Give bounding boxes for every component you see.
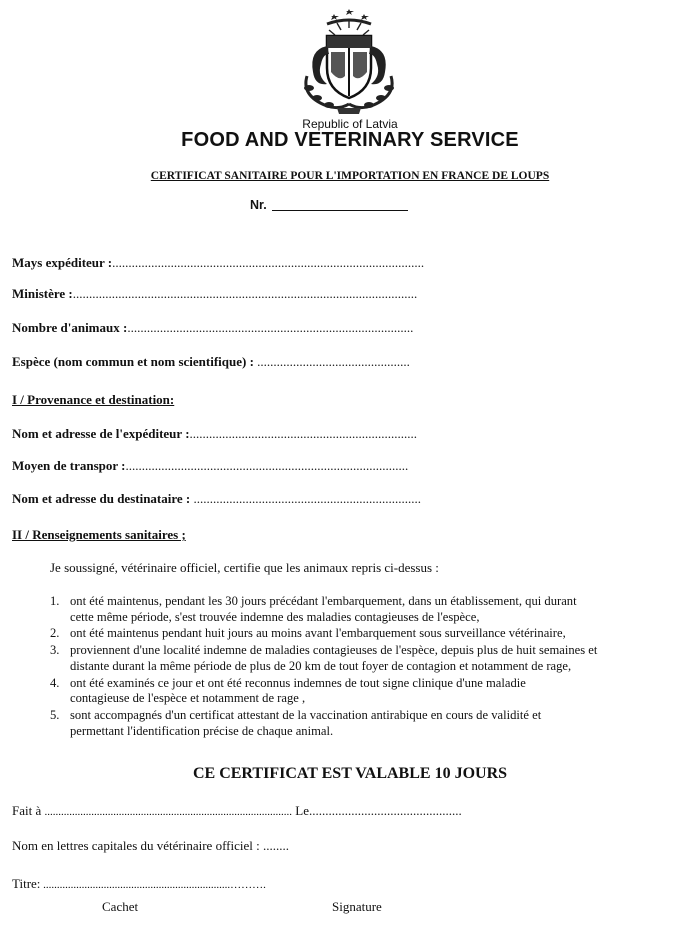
field-label: Espèce (nom commun et nom scientifique) : xyxy=(12,354,254,369)
item-number: 2. xyxy=(50,626,60,641)
field-dots: ................................................................................................ xyxy=(112,255,425,270)
item-number: 3. xyxy=(50,643,60,658)
field-dots: ...................................................................... xyxy=(190,491,422,506)
list-item xyxy=(22,643,698,674)
titre-dots: ....................................................................………. xyxy=(40,879,266,891)
item-line: proviennent d'une localité indemne de maladies contagieuses de l'espèce, depuis plus de huit semaines et xyxy=(70,643,598,658)
item-number: 5. xyxy=(50,707,60,722)
health-conditions-list xyxy=(22,594,698,739)
field-nombre-animaux xyxy=(12,320,413,336)
nom-dots: ........ xyxy=(259,838,289,853)
validity-notice: CE CERTIFICAT EST VALABLE 10 JOURS xyxy=(192,765,508,782)
nom-veterinaire-line xyxy=(12,838,289,854)
item-number: 1. xyxy=(50,594,60,608)
field-dots: ............................................... xyxy=(253,354,410,369)
signature-label: Signature xyxy=(332,899,382,914)
field-moyen-transport xyxy=(12,458,408,474)
le-dots: ............................................... xyxy=(308,803,462,818)
list-item xyxy=(22,626,698,642)
section-provenance-title: I / Provenance et destination: xyxy=(12,392,175,407)
fait-label: Fait à xyxy=(12,803,42,818)
item-line: cette même période, s'est trouvée indemne des maladies contagieuses de l'espèce, xyxy=(70,609,480,624)
field-dots: .......................................................................................................... xyxy=(72,286,418,301)
field-label: Nom et adresse du destinataire : xyxy=(12,491,191,506)
field-dots: ........................................................................................ xyxy=(127,320,414,335)
item-line: ont été examinés ce jour et ont été reconnus indemnes de tout signe clinique d'une maladie xyxy=(70,675,526,690)
certification-intro: Je soussigné, vétérinaire officiel, certifie que les animaux repris ci-dessus : xyxy=(50,560,439,575)
field-label: Mays expéditeur : xyxy=(12,255,113,270)
field-label: Nombre d'animaux : xyxy=(12,320,128,335)
field-label: Ministère : xyxy=(12,286,73,301)
le-label: Le xyxy=(295,803,309,818)
republic-label: Republic of Latvia xyxy=(302,117,398,131)
fait-a-line xyxy=(12,803,462,819)
section-sanitaires-title: II / Renseignements sanitaires ; xyxy=(12,527,186,542)
field-dots: ...................................................................... xyxy=(189,426,418,441)
fait-dots: .......................................................................................... xyxy=(44,806,292,818)
list-item xyxy=(22,708,698,739)
field-destinataire xyxy=(12,491,421,507)
service-title: FOOD AND VETERINARY SERVICE xyxy=(181,129,519,151)
item-line: distante durant la même période de plus de 20 km de tout foyer de contagion et notamment de rage, xyxy=(70,658,572,673)
field-label: Moyen de transpor : xyxy=(12,458,126,473)
item-number: 4. xyxy=(50,675,60,690)
cachet-label: Cachet xyxy=(102,899,139,914)
field-dots: ....................................................................................... xyxy=(125,458,409,473)
nom-label: Nom en lettres capitales du vétérinaire officiel : xyxy=(12,838,260,853)
item-line: ont été maintenus pendant huit jours au moins avant l'embarquement sous surveillance vétérinaire, xyxy=(70,626,566,641)
field-label: Nom et adresse de l'expéditeur : xyxy=(12,426,190,441)
titre-label: Titre: xyxy=(12,876,41,891)
nr-blank-line xyxy=(272,210,408,211)
titre-line xyxy=(12,876,266,892)
field-ministere xyxy=(12,286,417,302)
field-espece xyxy=(12,354,410,370)
item-line: contagieuse de l'espèce et notamment de rage , xyxy=(70,691,306,706)
field-expediteur xyxy=(12,426,417,442)
latvia-coat-of-arms xyxy=(287,6,411,116)
nr-label: Nr. xyxy=(250,198,267,212)
field-pays-expediteur xyxy=(12,255,424,271)
list-item xyxy=(22,676,698,707)
certificate-title: CERTIFICAT SANITAIRE POUR L'IMPORTATION EN FRANCE DE LOUPS xyxy=(150,170,550,182)
item-line: permettant l'identification précise de chaque animal. xyxy=(70,723,334,738)
item-line: ont été maintenus, pendant les 30 jours précédant l'embarquement, dans un établissement, qui durant xyxy=(70,594,577,608)
list-item xyxy=(22,594,698,625)
item-line: sont accompagnés d'un certificat attestant de la vaccination antirabique en cours de validité et xyxy=(70,707,542,722)
